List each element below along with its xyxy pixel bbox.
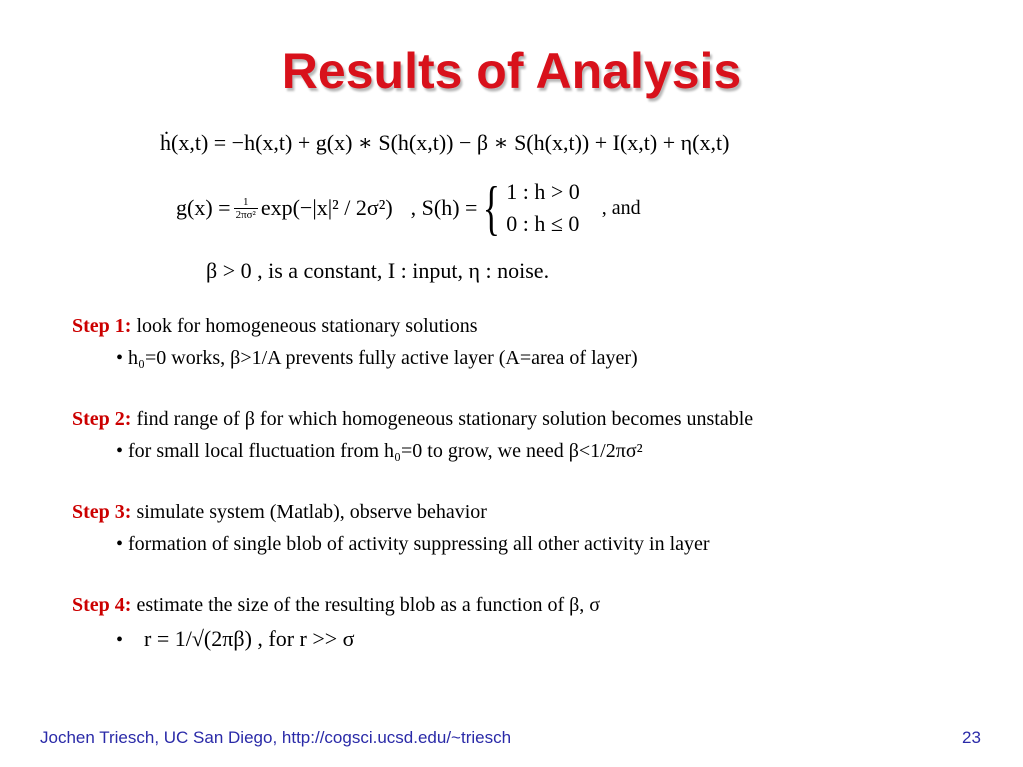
- step-1: [72, 315, 478, 338]
- equation-constants: [206, 258, 549, 284]
- step-2: [72, 408, 753, 431]
- slide-title: Results of Analysis: [281, 43, 742, 99]
- step-4-text: estimate the size of the resulting blob as a function of β, σ: [136, 594, 601, 616]
- equation-case-nonpositive: 0 : h ≤ 0: [506, 211, 580, 236]
- step-1-text: look for homogeneous stationary solutions: [136, 315, 478, 337]
- fraction-numerator: 1: [234, 196, 258, 209]
- equation-g-label: g(x) =: [176, 195, 231, 220]
- step-3: [72, 501, 487, 524]
- step-4-label: Step 4:: [72, 594, 132, 616]
- equation-cases: [506, 176, 580, 240]
- step-2-bullet: • for small local fluctuation from h₀=0 to grow, we need β<1/2πσ²: [116, 440, 643, 462]
- step-4-formula: r = 1/√(2πβ) , for r >> σ: [144, 626, 355, 651]
- step-1-bullet: • h₀=0 works, β>1/A prevents fully active layer (A=area of layer): [116, 347, 638, 369]
- equation-g-fraction: [234, 196, 258, 221]
- step-4-bullet-marker: •: [116, 629, 124, 651]
- step-2-label: Step 2:: [72, 408, 132, 430]
- equation-exp: exp(−|x|² / 2σ²): [260, 195, 393, 220]
- step-3-label: Step 3:: [72, 501, 132, 523]
- footer-page-number: 23: [962, 728, 981, 747]
- step-4: [72, 594, 600, 617]
- step-4-bullet: [116, 626, 355, 652]
- equation-constants-text: β > 0 , is a constant, I : input, η : noise.: [206, 258, 550, 283]
- footer-author: Jochen Triesch, UC San Diego, http://cogsci.ucsd.edu/~triesch: [40, 728, 512, 747]
- equation-dynamics-text: ḣ(x,t) = −h(x,t) + g(x) ∗ S(h(x,t)) − β ∗ S(h(x,t)) + I(x,t) + η(x,t): [160, 130, 730, 155]
- left-brace-icon: {: [483, 175, 501, 241]
- equation-dynamics: [160, 130, 729, 156]
- equation-kernel: [176, 172, 641, 244]
- equation-case-positive: 1 : h > 0: [506, 179, 580, 204]
- step-3-bullet: • formation of single blob of activity suppressing all other activity in layer: [116, 533, 710, 555]
- step-3-text: simulate system (Matlab), observe behavior: [136, 501, 487, 523]
- fraction-denominator: 2πσ²: [235, 208, 256, 221]
- equation-S-label: , S(h) =: [410, 195, 478, 220]
- step-2-text: find range of β for which homogeneous stationary solution becomes unstable: [136, 408, 754, 430]
- step-1-label: Step 1:: [72, 315, 132, 337]
- equation-and: , and: [601, 196, 641, 219]
